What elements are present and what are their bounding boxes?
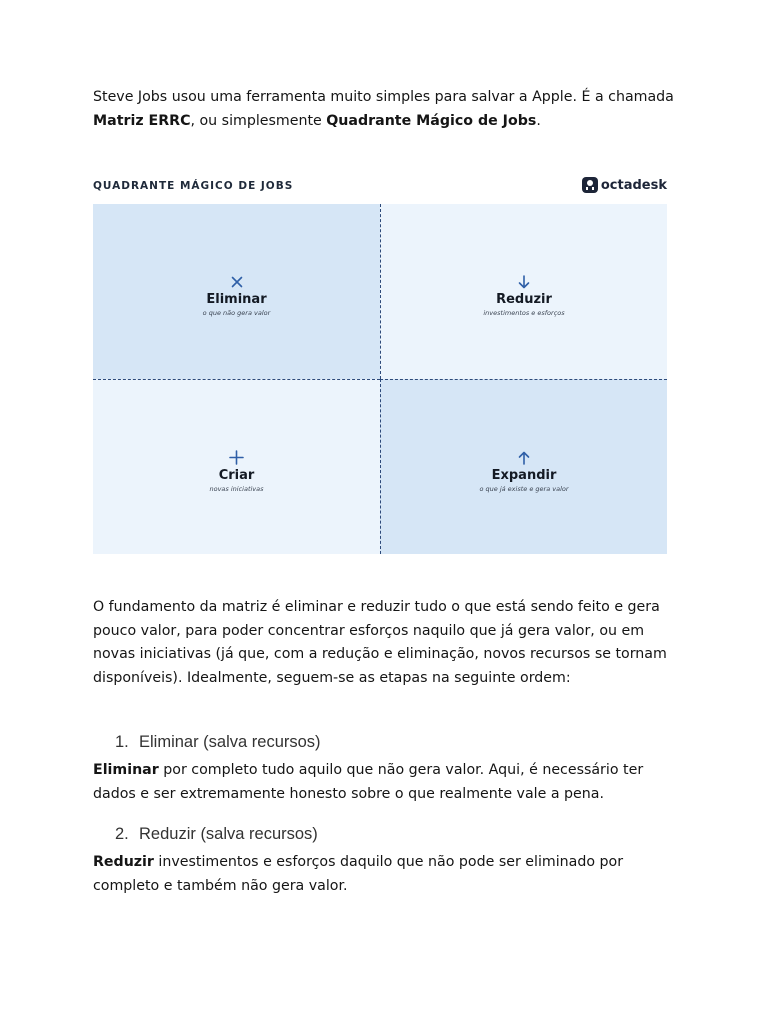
quadrant-title: Eliminar [206,292,267,307]
quadrant-expandir [380,379,667,554]
quadrant-subtitle: investimentos e esforços [483,309,565,317]
intro-text-1: Steve Jobs usou uma ferramenta muito simples para salvar a Apple. É a chamada [93,89,674,105]
fundamento-paragraph: O fundamento da matriz é eliminar e reduzir tudo o que está sendo feito e gera pouco valor, para poder concentrar esforços naquilo que já gera valor, ou em novas iniciativas (já que, com a redução e eliminação, novos recursos se tornam disponíveis). Idealmente, seguem-se as etapas na seguinte ordem: [93,599,667,686]
step-heading-text: Eliminar (salva recursos) [139,733,321,751]
step-body-text: por completo tudo aquilo que não gera valor. Aqui, é necessário ter dados e ser extremamente honesto sobre o que realmente vale a pena. [93,762,644,802]
quadrant-criar [93,379,380,554]
intro-bold-quadrante: Quadrante Mágico de Jobs [326,112,537,129]
quadrant-subtitle: o que já existe e gera valor [479,484,569,493]
arrow-down-icon [518,273,530,291]
errc-matrix [93,204,667,554]
step-body-text: investimentos e esforços daquilo que não pode ser eliminado por completo e também não gera valor. [93,854,624,894]
quadrant-eliminar [93,204,380,379]
quadrant-title: Expandir [491,467,557,483]
figure-title: QUADRANTE MÁGICO DE JOBS [93,180,294,192]
quadrant-subtitle: o que não gera valor [202,309,271,317]
close-icon [231,273,243,291]
quadrant-title: Criar [218,467,255,483]
step-number: 2. [115,825,129,843]
step-heading-text: Reduzir (salva recursos) [139,825,318,843]
intro-bold-matriz: Matriz ERRC [93,112,191,129]
octadesk-logo-icon [582,177,598,193]
intro-text-3: . [536,112,541,129]
quadrant-subtitle: novas iniciativas [209,484,264,493]
figure-header [93,176,667,196]
arrow-up-icon [518,449,530,467]
step-body-reduzir [93,851,678,898]
intro-paragraph [93,86,678,133]
step-heading-eliminar [115,733,321,752]
step-heading-reduzir [115,825,318,844]
step-body-bold: Eliminar [93,762,159,778]
step-body-eliminar [93,759,678,806]
quadrant-reduzir [380,204,667,379]
plus-icon [229,449,244,467]
quadrant-title: Reduzir [496,292,552,307]
brand-logo [582,177,667,193]
brand-name: octadesk [600,177,667,193]
step-number: 1. [115,733,129,751]
step-body-bold: Reduzir [93,854,154,870]
intro-text-2: , ou simplesmente [190,112,327,129]
